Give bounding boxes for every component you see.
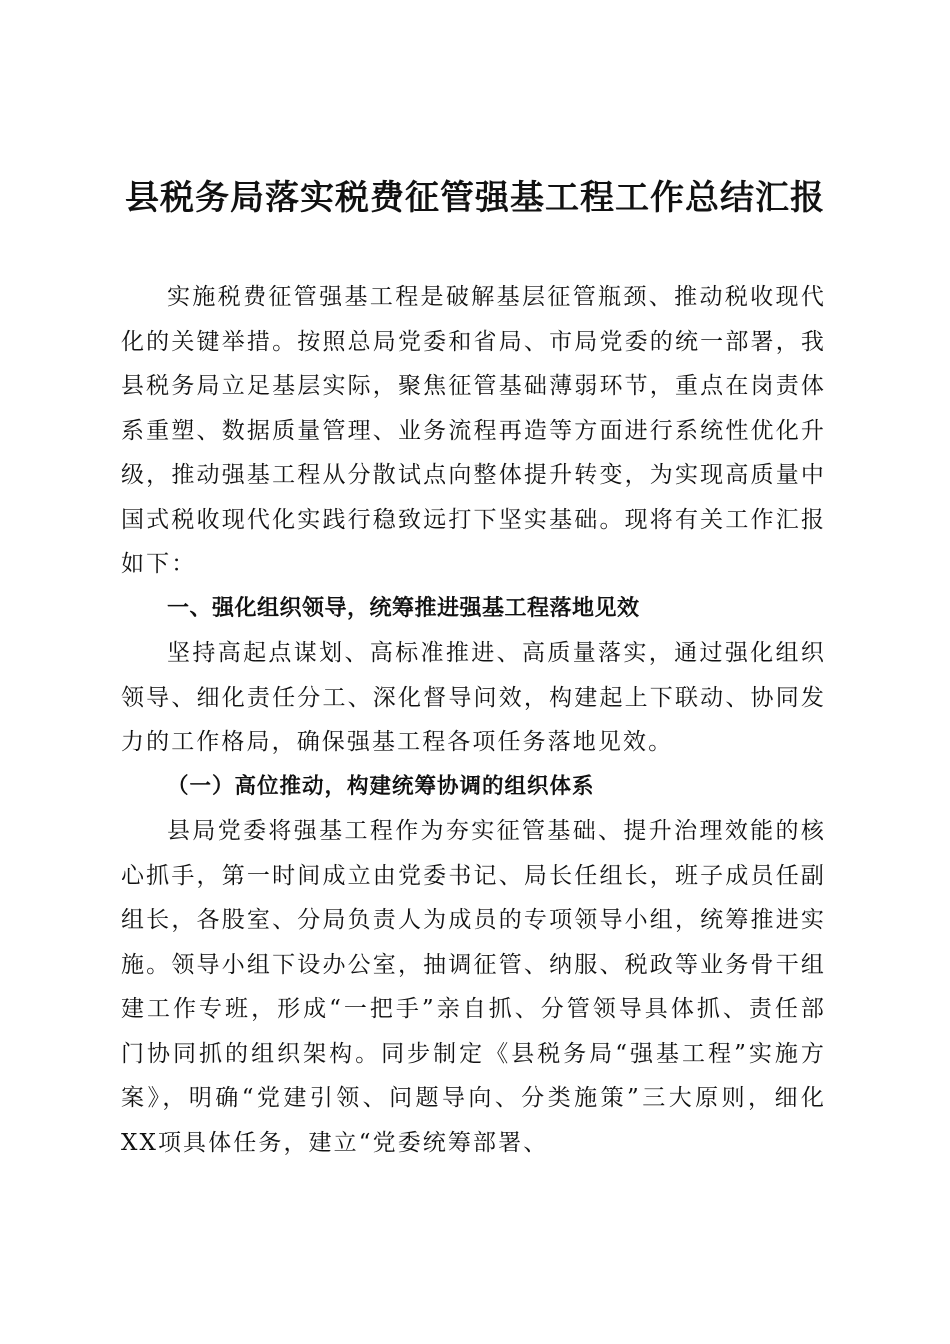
document-title: 县税务局落实税费征管强基工程工作总结汇报 [125, 178, 825, 218]
section-heading-1: 一、强化组织领导，统筹推进强基工程落地见效 [167, 595, 640, 621]
subsection-1-paragraph: 县局党委将强基工程作为夯实征管基础、提升治理效能的核心抓手，第一时间成立由党委书记、局长任组长，班子成员任副组长，各股室、分局负责人为成员的专项领导小组，统筹推进实施。领导小组下设办公室，抽调征管、纳服、税政等业务骨干组建工作专班，形成“一把手”亲自抓、分管领导具体抓、责任部门协同抓的组织架构。同步制定《县税务局“强基工程”实施方案》，明确“党建引领、问题导向、分类施策”三大原则，细化XX项具体任务，建立“党委统筹部署、 [121, 818, 826, 1156]
subsection-heading-1: （一）高位推动，构建统筹协调的组织体系 [167, 773, 595, 799]
document-body [121, 275, 826, 1165]
section-1-paragraph: 坚持高起点谋划、高标准推进、高质量落实，通过强化组织领导、细化责任分工、深化督导问效，构建起上下联动、协同发力的工作格局，确保强基工程各项任务落地见效。 [121, 640, 826, 755]
intro-paragraph: 实施税费征管强基工程是破解基层征管瓶颈、推动税收现代化的关键举措。按照总局党委和省局、市局党委的统一部署，我县税务局立足基层实际，聚焦征管基础薄弱环节，重点在岗责体系重塑、数据质量管理、业务流程再造等方面进行系统性优化升级，推动强基工程从分散试点向整体提升转变，为实现高质量中国式税收现代化实践行稳致远打下坚实基础。现将有关工作汇报如下： [121, 284, 826, 577]
